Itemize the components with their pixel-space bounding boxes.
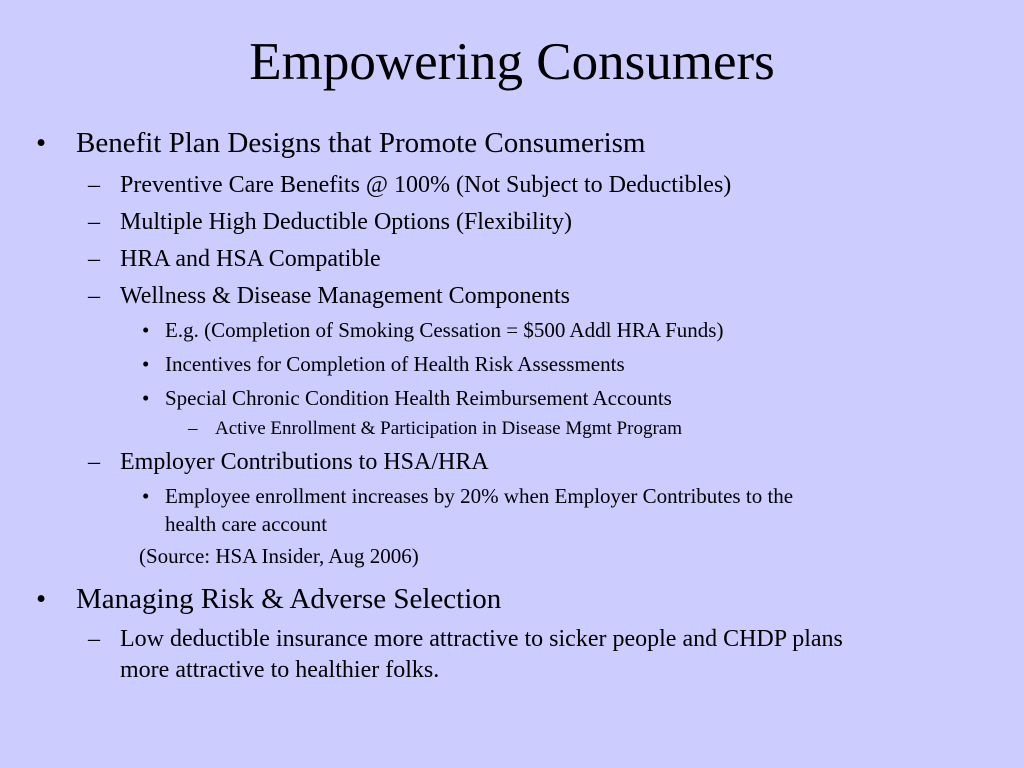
subbullet-high-deductible-options: [0, 207, 1024, 238]
detail-text: Active Enrollment & Participation in Disease Mgmt Program: [215, 418, 682, 439]
bullet-marker: •: [142, 352, 150, 376]
point-text: E.g. (Completion of Smoking Cessation = $500 Addl HRA Funds): [165, 318, 724, 342]
dash-marker: –: [88, 209, 100, 235]
subbullet-preventive-care: [0, 170, 1024, 201]
dash-marker: –: [88, 626, 100, 652]
point-health-risk-assessments: [0, 350, 1024, 378]
subbullet-text: Preventive Care Benefits @ 100% (Not Subject to Deductibles): [120, 172, 732, 198]
subbullet-text: Wellness & Disease Management Components: [120, 283, 570, 309]
source-citation: [0, 542, 1024, 570]
subbullet-text-line-1: Low deductible insurance more attractive to sicker people and CHDP plans: [120, 626, 843, 652]
point-smoking-cessation: [0, 316, 1024, 344]
subbullet-text-line-2: more attractive to healthier folks.: [120, 657, 440, 683]
bullet-marker: •: [142, 484, 150, 508]
subbullet-text: Employer Contributions to HSA/HRA: [120, 449, 489, 475]
subbullet-wellness-disease-mgmt: [0, 281, 1024, 312]
subbullet-text: Multiple High Deductible Options (Flexibility): [120, 209, 572, 235]
bullet-benefit-plan-designs: [0, 124, 1024, 162]
bullet-managing-risk: [0, 580, 1024, 618]
dash-marker: –: [88, 172, 100, 198]
subbullet-hra-hsa-compatible: [0, 244, 1024, 275]
bullet-marker: •: [142, 318, 150, 342]
dash-marker: –: [88, 246, 100, 272]
subbullet-employer-contributions: [0, 447, 1024, 478]
point-employee-enrollment: [0, 482, 1024, 538]
bullet-marker: •: [36, 583, 47, 615]
point-chronic-condition-accounts: [0, 384, 1024, 412]
point-text: Incentives for Completion of Health Risk Assessments: [165, 352, 625, 376]
slide-body: [0, 124, 1024, 686]
bullet-marker: •: [142, 386, 150, 410]
dash-marker: –: [188, 418, 198, 439]
point-text: Special Chronic Condition Health Reimbursement Accounts: [165, 386, 672, 410]
point-text-line-1: Employee enrollment increases by 20% when Employer Contributes to the: [165, 484, 794, 508]
subbullet-text: HRA and HSA Compatible: [120, 246, 381, 272]
bullet-marker: •: [36, 127, 47, 159]
point-text-line-2: health care account: [165, 512, 328, 536]
detail-active-enrollment: [0, 417, 1024, 441]
source-text: (Source: HSA Insider, Aug 2006): [139, 544, 419, 568]
dash-marker: –: [88, 449, 100, 475]
dash-marker: –: [88, 283, 100, 309]
bullet-text: Benefit Plan Designs that Promote Consumerism: [76, 127, 646, 159]
subbullet-low-deductible-insurance: [0, 624, 1024, 686]
slide-title: Empowering Consumers: [249, 33, 775, 91]
bullet-text: Managing Risk & Adverse Selection: [76, 583, 502, 615]
